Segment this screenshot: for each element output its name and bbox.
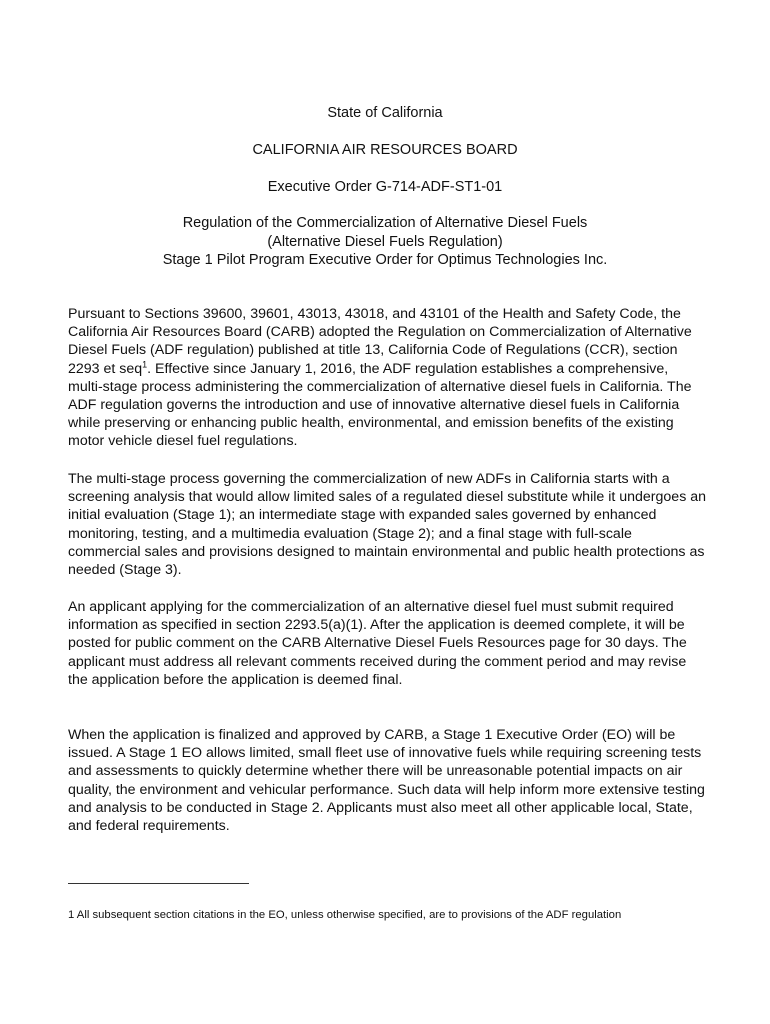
footnote-reference: 1 [142, 358, 148, 369]
executive-order-number: Executive Order G-714-ADF-ST1-01 [267, 179, 503, 195]
footnote-text: 1 All subsequent section citations in the EO, unless otherwise specified, are to provisions of the ADF regulation [68, 909, 622, 921]
program-title: Stage 1 Pilot Program Executive Order for Optimus Technologies Inc. [162, 252, 608, 268]
paragraph-2 [68, 470, 706, 579]
paragraph-2-text: The multi-stage process governing the commercialization of new ADFs in California starts with a screening analysis that would allow limited sales of a regulated diesel substitute while it undergoes an initial evaluation (Stage 1); an intermediate stage with expanded sales governed by enhanced monitoring, testing, and a multimedia evaluation (Stage 2); and a final stage with full-scale commercial sales and provisions designed to maintain environmental and public health protections as needed (Stage 3). [68, 471, 707, 579]
paragraph-4 [68, 726, 706, 835]
paragraph-1 [68, 305, 706, 451]
paragraph-3 [68, 598, 706, 689]
footnote-divider [68, 883, 249, 884]
paragraph-3-text: An applicant applying for the commercialization of an alternative diesel fuel must submit required information as specified in section 2293.5(a)(1). After the application is deemed complete, it will be posted for public comment on the CARB Alternative Diesel Fuels Resources page for 30 days. The applicant must address all relevant comments received during the comment period and may revise the application before the application is deemed final. [68, 599, 687, 688]
paragraph-1-text-end: . Effective since January 1, 2016, the ADF regulation establishes a comprehensive, multi-stage process administering the commercialization of alternative diesel fuels in California. The ADF regulation governs the introduction and use of innovative alternative diesel fuels in California while preserving or enhancing public health, environmental, and emission benefits of the existing motor vehicle diesel fuel regulations. [68, 360, 692, 450]
regulation-short-title: (Alternative Diesel Fuels Regulation) [267, 234, 503, 250]
state-heading: State of California [327, 105, 443, 121]
paragraph-4-text: When the application is finalized and approved by CARB, a Stage 1 Executive Order (EO) will be issued. A Stage 1 EO allows limited, small fleet use of innovative fuels while requiring screening tests and assessments to quickly determine whether there will be unreasonable potential impacts on air quality, the environment and vehicular performance. Such data will help inform more extensive testing and analysis to be conducted in Stage 2. Applicants must also meet all other applicable local, State, and federal requirements. [68, 727, 705, 835]
paragraph-1-text-start: Pursuant to Sections 39600, 39601, 43013, 43018, and 43101 of the Health and Safety Code, the California Air Resources Board (CARB) adopted the Regulation on Commercialization of Alternative Diesel Fuels (ADF regulation) published at title 13, California Code of Regulations (CCR), section 2293 et seq [68, 306, 692, 377]
regulation-title: Regulation of the Commercialization of Alternative Diesel Fuels [182, 215, 588, 231]
board-heading: CALIFORNIA AIR RESOURCES BOARD [252, 142, 518, 158]
